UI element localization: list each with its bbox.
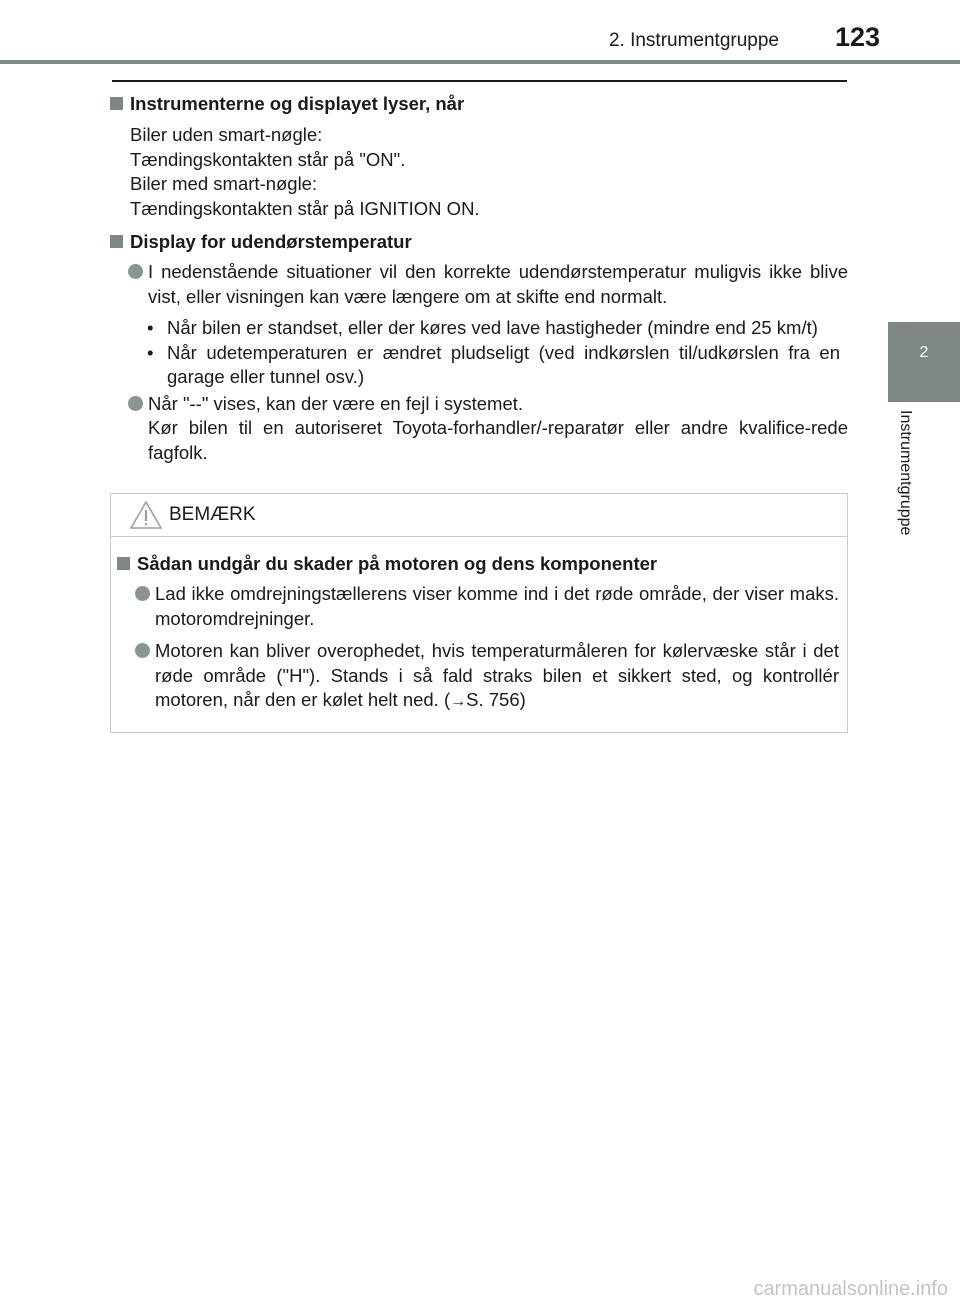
warning-triangle-icon — [129, 500, 163, 530]
paragraph-line: Tændingskontakten står på "ON". — [130, 148, 406, 170]
section-heading — [110, 230, 848, 254]
notice-heading — [111, 552, 847, 576]
list-item-text: Når "--" vises, kan der være en fejl i systemet. — [148, 392, 524, 414]
section-heading-text: Display for udendørstemperatur — [130, 231, 412, 252]
notice-title: BEMÆRK — [169, 504, 256, 525]
page-reference-link[interactable]: S. 756) — [466, 689, 526, 710]
paragraph-line: Tændingskontakten står på IGNITION ON. — [130, 197, 480, 219]
section-heading-text: Instrumenterne og displayet lyser, når — [130, 93, 465, 114]
notice-box — [110, 493, 848, 733]
section-paragraph — [130, 123, 848, 221]
notice-list-item-text: Lad ikke omdrejningstællerens viser komme ind i det røde område, der viser maks. motoromdrejninger. — [155, 583, 839, 629]
content-top-rule — [112, 80, 847, 82]
sub-list-item-text: Når udetemperaturen er ændret pludseligt (ved indkørslen til/udkørslen fra en garage eller tunnel osv.) — [167, 341, 840, 387]
watermark: carmanualsonline.info — [753, 1278, 948, 1300]
right-arrow-icon: → — [450, 693, 467, 710]
header-rule — [0, 60, 960, 64]
square-bullet-icon — [117, 557, 130, 570]
notice-list-item — [111, 639, 847, 715]
page-header — [0, 0, 960, 64]
sub-bullet-icon: • — [147, 317, 154, 338]
section-heading — [110, 92, 848, 116]
list-item-text: I nedenstående situationer vil den korrekte udendørstemperatur muligvis ikke blive vist, eller visningen kan være længere om at skifte end normalt. — [148, 261, 848, 307]
round-bullet-icon — [128, 396, 143, 411]
square-bullet-icon — [110, 97, 123, 110]
paragraph-line: Biler uden smart-nøgle: — [130, 124, 323, 145]
notice-heading-text: Sådan undgår du skader på motoren og dens komponenter — [137, 553, 658, 574]
sub-bullet-icon: • — [147, 341, 154, 363]
sub-list-item-text: Når bilen er standset, eller der køres ved lave hastigheder (mindre end 25 km/t) — [167, 317, 818, 338]
notice-header — [111, 494, 847, 537]
list-item — [110, 260, 848, 309]
chapter-tab-label: Instrumentgruppe — [897, 410, 914, 536]
notice-list-item — [111, 582, 847, 631]
list-item — [110, 392, 848, 466]
main-content — [110, 92, 848, 465]
chapter-tab — [888, 322, 960, 402]
page-number: 123 — [834, 22, 880, 52]
notice-list-item-text: Motoren kan bliver overophedet, hvis temperaturmåleren for kølervæske står i det røde område ("H"). Stands i så fald straks bilen et sikkert sted, og kontrollér motoren, når den er kølet helt ned. ( — [155, 640, 839, 710]
round-bullet-icon — [135, 643, 150, 658]
sub-list-item — [110, 341, 848, 390]
paragraph-line: Biler med smart-nøgle: — [130, 173, 318, 194]
square-bullet-icon — [110, 235, 123, 248]
round-bullet-icon — [128, 264, 143, 279]
round-bullet-icon — [135, 586, 150, 601]
sub-list-item — [110, 316, 848, 341]
list-item-text: Kør bilen til en autoriseret Toyota-forhandler/-reparatør eller andre kvalifice-rede fagfolk. — [148, 417, 848, 463]
chapter-title: 2. Instrumentgruppe — [608, 30, 779, 51]
notice-body — [111, 552, 847, 715]
chapter-tab-number: 2 — [919, 344, 929, 361]
